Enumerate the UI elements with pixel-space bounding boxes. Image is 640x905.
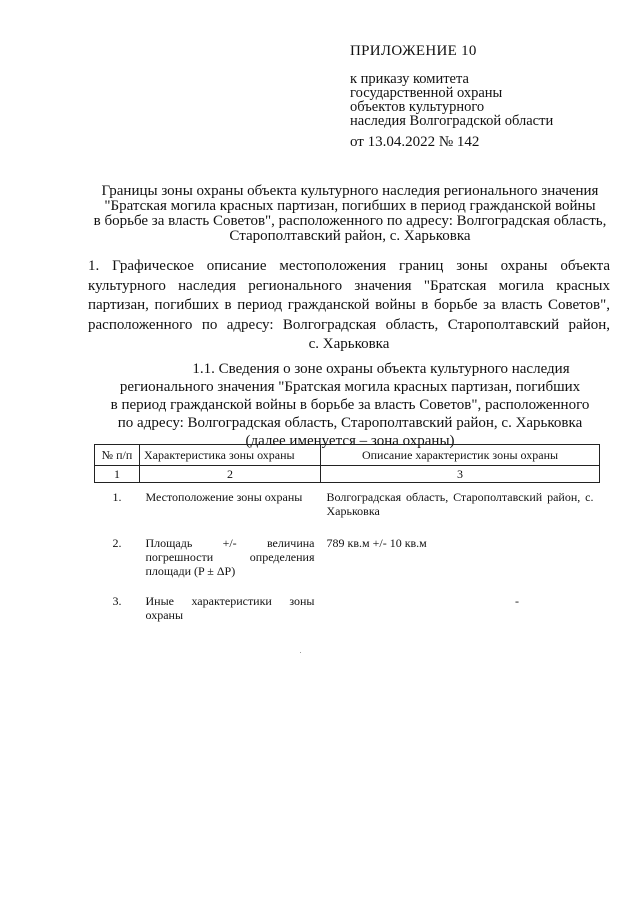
column-number: 1 bbox=[95, 466, 140, 483]
subsection-line: по адресу: Волгоградская область, Старополтавский район, с. Харьковка bbox=[117, 415, 583, 431]
table-column-numbers-row bbox=[95, 466, 600, 483]
subsection-1-1-heading bbox=[90, 360, 610, 450]
section-1-line: с. Харьковка bbox=[308, 336, 390, 352]
document-title bbox=[90, 184, 610, 244]
annex-date: от 13.04.2022 № 142 bbox=[350, 134, 480, 150]
row-characteristic: Иные характеристики зоны охраны bbox=[145, 593, 315, 622]
header-num: № п/п bbox=[95, 445, 140, 466]
scan-speck bbox=[300, 652, 301, 653]
header-characteristic: Характеристика зоны охраны bbox=[140, 445, 321, 466]
subsection-line: 1.1. Сведения о зоне охраны объекта культурного наследия bbox=[192, 361, 570, 377]
row-characteristic: Площадь +/- величина погрешности определения площади (P ± ΔP) bbox=[145, 535, 315, 578]
section-1-line: культурного наследия регионального значения "Братская могила красных bbox=[88, 277, 610, 294]
document-title-line: в борьбе за власть Советов", расположенного по адресу: Волгоградская область, bbox=[93, 213, 607, 229]
row-description: - bbox=[515, 593, 519, 608]
document-title-line: Старополтавский район, с. Харьковка bbox=[229, 228, 471, 244]
row-number: 3. bbox=[112, 593, 122, 608]
table-row bbox=[95, 483, 600, 529]
table-row bbox=[95, 529, 600, 587]
section-1-line: расположенного по адресу: Волгоградская область, Старополтавский район, bbox=[88, 316, 610, 333]
zone-table bbox=[94, 444, 600, 624]
row-description: Волгоградская область, Старополтавский район, с. Харьковка bbox=[326, 490, 594, 518]
annex-title: ПРИЛОЖЕНИЕ 10 bbox=[350, 43, 477, 59]
document-title-line: Границы зоны охраны объекта культурного наследия регионального значения bbox=[101, 183, 599, 199]
header-description: Описание характеристик зоны охраны bbox=[321, 445, 600, 466]
annex-subtitle: к приказу комитета государственной охраны объектов культурного наследия Волгоградской области bbox=[350, 71, 554, 129]
document-title-line: "Братская могила красных партизан, погибших в период гражданской войны bbox=[104, 198, 596, 214]
section-1-heading bbox=[88, 257, 610, 355]
subsection-line: регионального значения "Братская могила красных партизан, погибших bbox=[119, 379, 581, 395]
row-description: 789 кв.м +/- 10 кв.м bbox=[326, 535, 427, 550]
subsection-line: в период гражданской войны в борьбе за власть Советов", расположенного bbox=[110, 397, 590, 413]
section-1-line: партизан, погибших в период гражданской войны в борьбе за власть Советов", bbox=[88, 297, 610, 313]
section-1-line: 1. Графическое описание местоположения границ зоны охраны объекта bbox=[88, 258, 610, 274]
subsection-line: (далее именуется – зона охраны) bbox=[245, 433, 455, 449]
table-header-row bbox=[95, 445, 600, 466]
row-number: 2. bbox=[112, 535, 122, 550]
column-number: 2 bbox=[140, 466, 321, 483]
row-characteristic: Местоположение зоны охраны bbox=[145, 490, 303, 504]
row-number: 1. bbox=[112, 490, 122, 504]
table-row bbox=[95, 587, 600, 624]
column-number: 3 bbox=[321, 466, 600, 483]
